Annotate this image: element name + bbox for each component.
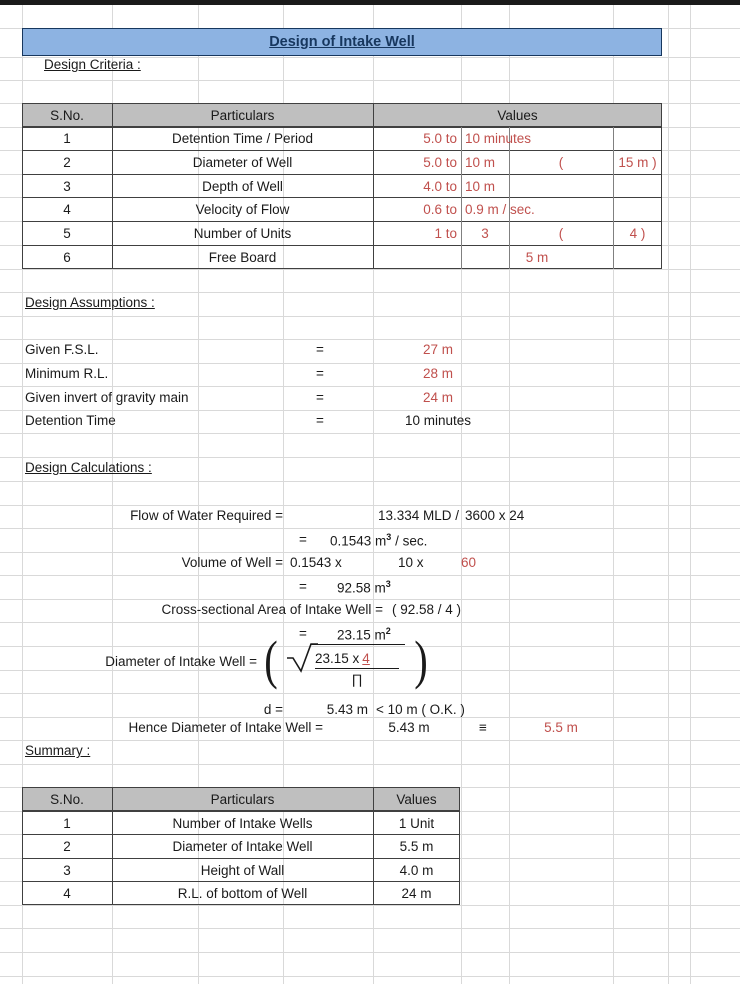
formula-open-paren: ( [264,630,278,690]
criteria-header-values: Values [497,108,538,123]
assumption-value: 10 minutes [404,413,472,428]
flow-value: 13.334 MLD / [377,508,459,523]
table-row: 3 [63,863,71,878]
table-row: 4.0 to [423,179,457,194]
volume-result-exponent: 3 [385,579,391,589]
table-row: 4 [63,886,71,901]
table-row: 4 ) [629,226,646,241]
flow-result-unit: / sec. [395,533,428,549]
flow-label: Flow of Water Required = [130,508,283,523]
table-row: 10 m [465,155,496,170]
hence-rounded-value: 5.5 m [544,720,578,735]
assumption-label: Given F.S.L. [25,342,99,357]
table-row: 10 minutes [465,131,532,146]
equals-sign: = [316,342,324,357]
table-row: 5.0 to [423,131,457,146]
formula-numerator-red-value: 4 [362,651,370,666]
area-result [337,627,391,642]
equals-sign: = [299,579,307,594]
table-row: 5 m [525,250,549,265]
criteria-header-sno: S.No. [50,108,84,123]
formula-numerator-value: 23.15 x [315,651,360,666]
flow-result-number: 0.1543 m [330,533,387,549]
table-row: Diameter of Intake Well [172,839,313,854]
table-row: 4 [63,202,71,217]
table-row: R.L. of bottom of Well [177,886,308,901]
formula-denominator: ∏ [351,672,363,687]
design-criteria-heading: Design Criteria : [44,57,141,72]
fraction-bar [315,668,399,669]
table-row: 5.5 m [399,839,434,854]
equals-sign: = [316,366,324,381]
area-expression: ( 92.58 / 4 ) [392,602,462,617]
equals-sign: = [299,626,307,641]
formula-numerator [315,652,370,666]
summary-header-particulars: Particulars [210,792,275,807]
approx-equal-sign: ≡ [479,720,487,735]
table-row: Velocity of Flow [195,202,290,217]
formula-close-paren: ) [414,630,428,690]
table-row: 4.0 m [399,863,434,878]
table-row: Free Board [208,250,277,265]
d-value: 5.43 m [326,702,368,717]
table-row: 0.9 m / sec. [465,202,535,217]
hence-label: Hence Diameter of Intake Well = [128,720,323,735]
volume-result [337,580,391,595]
area-label: Cross-sectional Area of Intake Well = [161,602,383,617]
summary-header-values: Values [396,792,437,807]
hence-value: 5.43 m [388,720,430,735]
table-row: 10 m [465,179,496,194]
volume-factor-c: 60 [461,555,477,570]
table-row: 1 [63,131,71,146]
volume-factor-b: 10 x [398,555,424,570]
flow-result [330,533,427,548]
diameter-label: Diameter of Intake Well = [105,654,257,669]
table-row: 1 Unit [398,816,435,831]
table-row: 3 [481,226,489,241]
table-row: 24 m [401,886,432,901]
area-result-exponent: 2 [385,626,391,636]
flow-result-exponent: 3 [386,532,392,542]
assumption-value: 28 m [422,366,453,381]
table-row: Diameter of Well [192,155,293,170]
table-row: 2 [63,155,71,170]
assumption-label: Given invert of gravity main [25,390,189,405]
table-row: Detention Time / Period [171,131,314,146]
table-row: Number of Intake Wells [172,816,313,831]
table-row: Depth of Well [202,179,283,194]
assumption-value: 27 m [422,342,453,357]
table-row: Height of Wall [200,863,285,878]
table-row: Number of Units [193,226,292,241]
table-row: ( [558,155,564,170]
table-row: 1 [63,816,71,831]
table-row: 0.6 to [423,202,457,217]
d-label: d = [263,702,283,717]
area-result-number: 23.15 m [337,627,386,643]
volume-result-number: 92.58 m [337,580,386,596]
flow-divisor: 3600 x 24 [465,508,525,523]
design-assumptions-heading: Design Assumptions : [25,295,155,310]
table-row: 6 [63,250,71,265]
table-row: 2 [63,839,71,854]
table-row: ( [558,226,564,241]
page-title: Design of Intake Well [269,34,415,50]
table-row: 3 [63,179,71,194]
d-check: < 10 m ( O.K. ) [376,702,465,717]
assumption-value: 24 m [422,390,453,405]
assumption-label: Detention Time [25,413,116,428]
criteria-header-particulars: Particulars [210,108,275,123]
summary-heading: Summary : [25,743,91,758]
summary-header-sno: S.No. [50,792,84,807]
table-row: 5 [63,226,71,241]
design-calculations-heading: Design Calculations : [25,460,152,475]
table-row: 1 to [434,226,457,241]
volume-factor-a: 0.1543 x [290,555,342,570]
equals-sign: = [299,532,307,547]
equals-sign: = [316,390,324,405]
table-row: 15 m ) [618,155,657,170]
square-root-icon [286,641,318,673]
equals-sign: = [316,413,324,428]
radical-overbar [310,644,405,645]
assumption-label: Minimum R.L. [25,366,109,381]
volume-label: Volume of Well = [181,555,283,570]
table-row: 5.0 to [423,155,457,170]
